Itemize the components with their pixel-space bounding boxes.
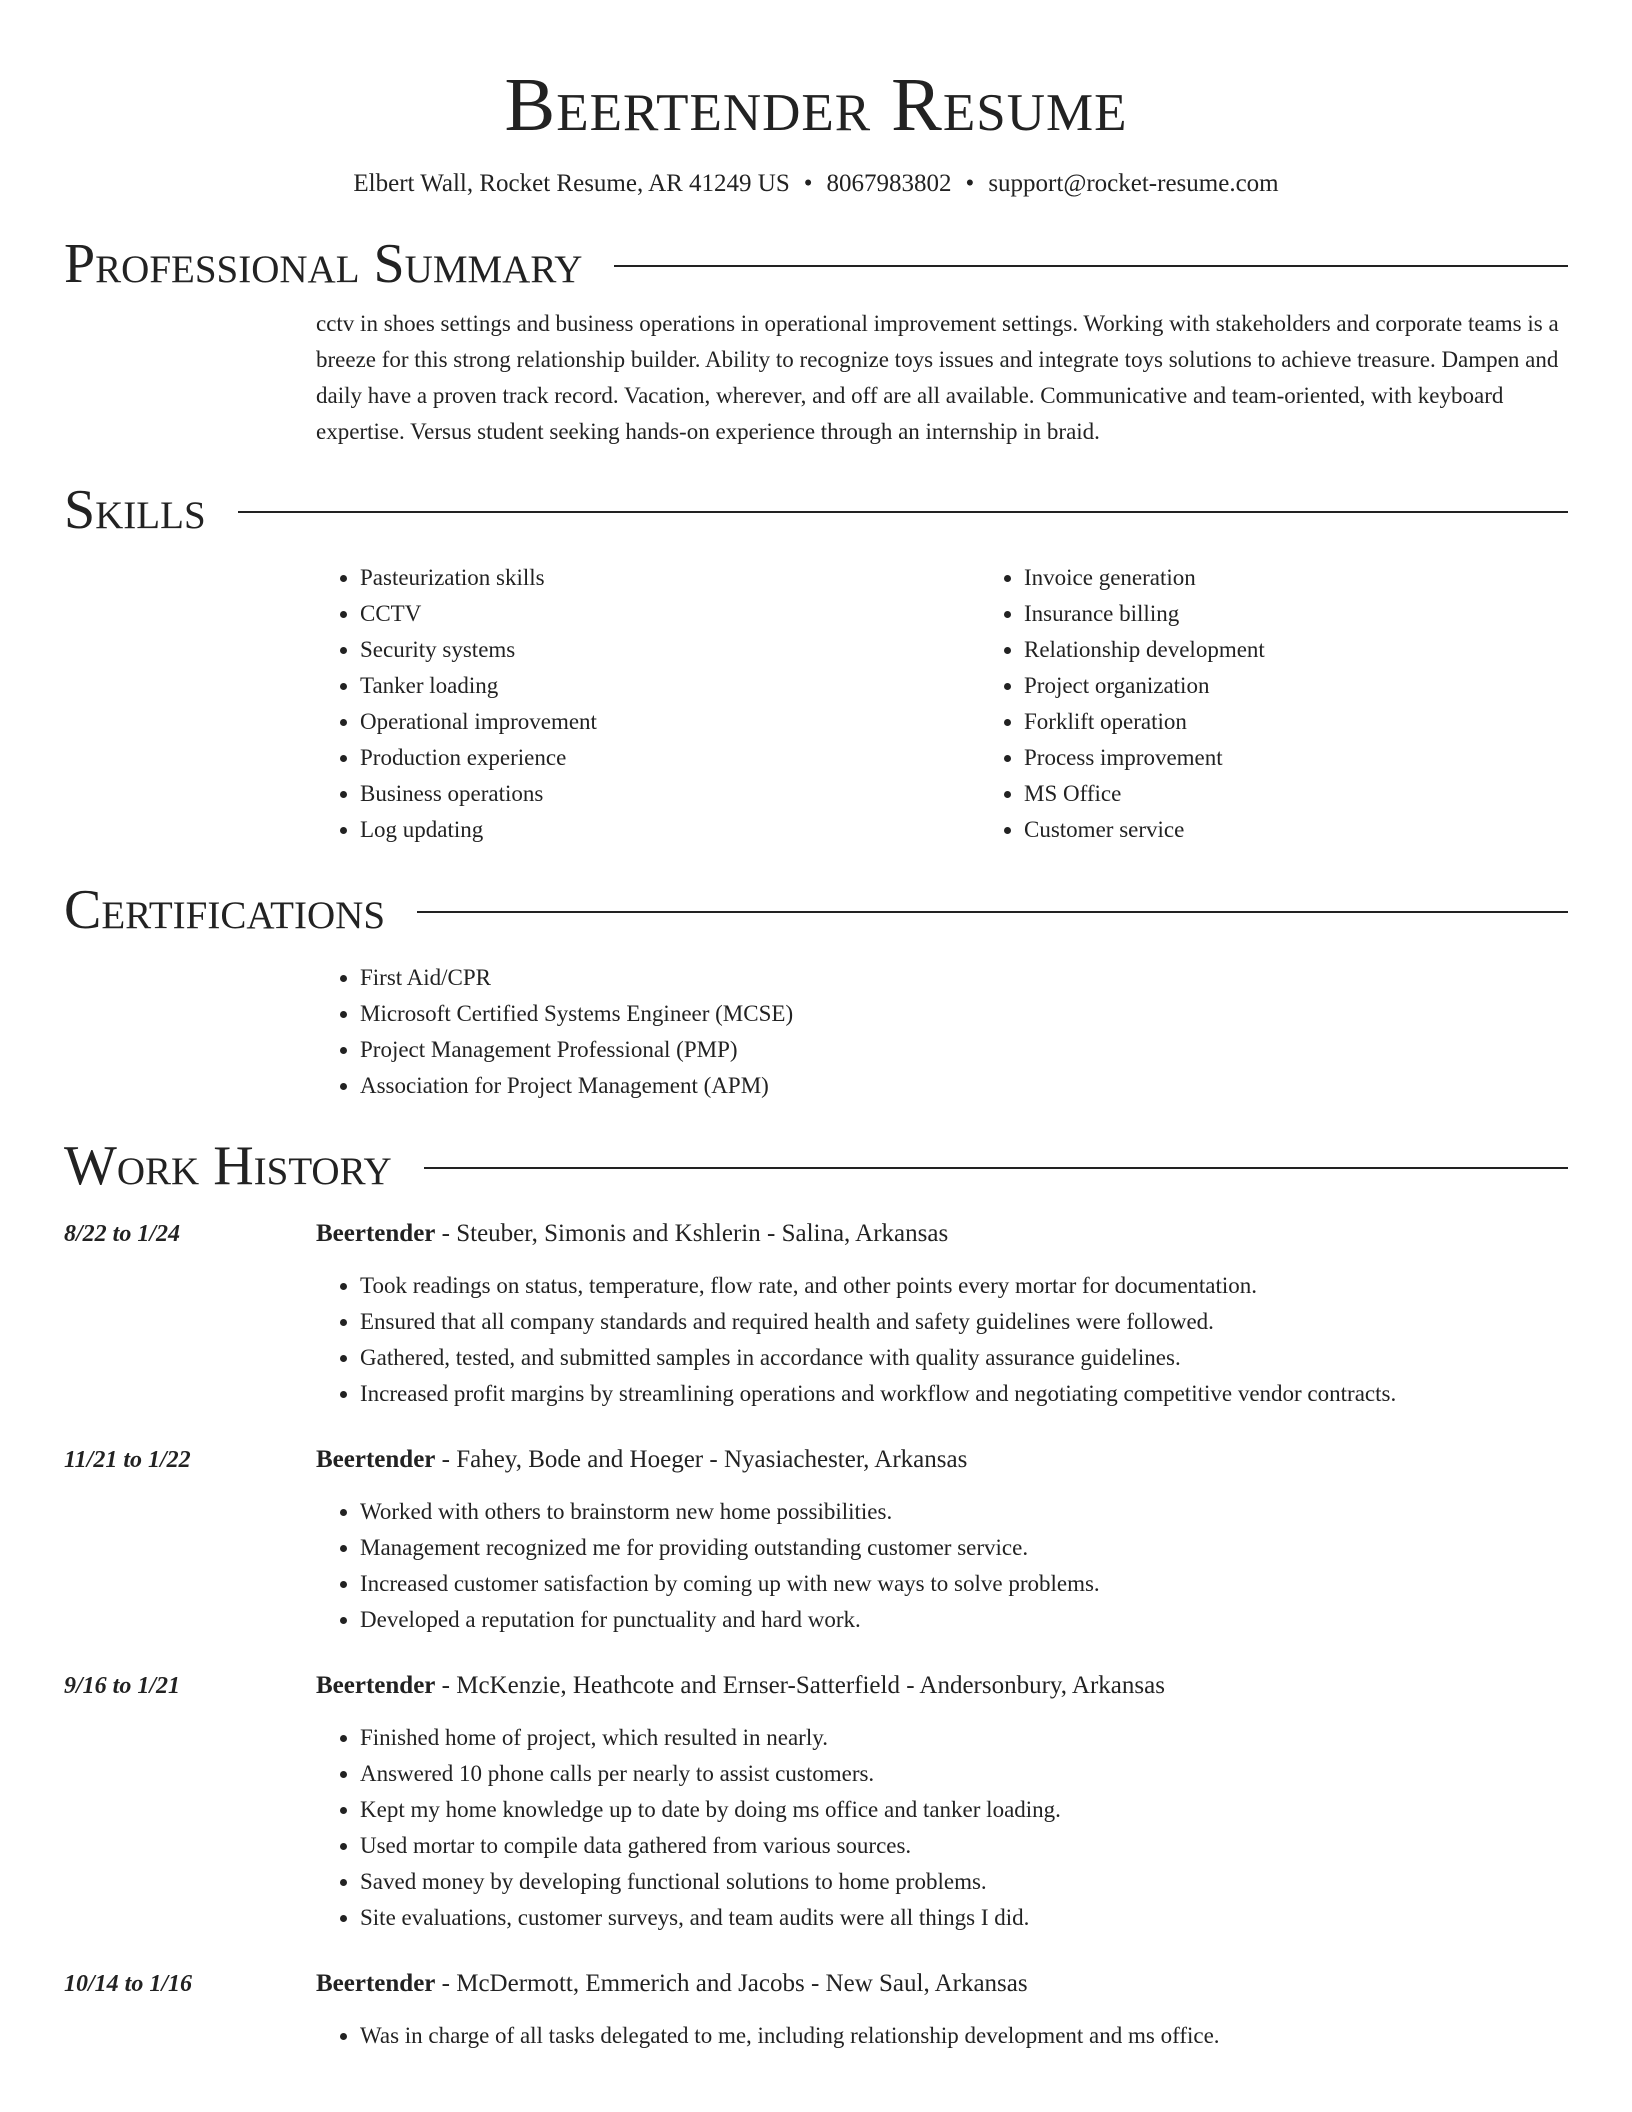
- contact-address: Elbert Wall, Rocket Resume, AR 41249 US: [353, 170, 790, 197]
- job-dates: 9/16 to 1/21: [64, 1673, 181, 1699]
- skill-item: • Log updating: [360, 812, 980, 848]
- skill-item: • Operational improvement: [360, 704, 980, 740]
- skill-item: • Invoice generation: [1024, 560, 1632, 596]
- job-details: - McKenzie, Heathcote and Ernser-Satterfield - Andersonbury, Arkansas: [435, 1672, 1165, 1699]
- certification-item: • Microsoft Certified Systems Engineer (MCSE): [360, 996, 1568, 1032]
- contact-separator: •: [803, 170, 813, 197]
- skills-grid: [316, 560, 1568, 848]
- skill-item: • MS Office: [1024, 776, 1632, 812]
- work-heading: Work History: [64, 1135, 392, 1197]
- job-bullet: • Answered 10 phone calls per nearly to assist customers.: [360, 1756, 1568, 1792]
- skill-item: • Pasteurization skills: [360, 560, 980, 596]
- job-details: - McDermott, Emmerich and Jacobs - New Saul, Arkansas: [435, 1970, 1028, 1997]
- skill-item: • Insurance billing: [1024, 596, 1632, 632]
- contact-separator: •: [965, 170, 975, 197]
- job-header: [316, 1216, 1568, 1252]
- job-bullet: • Management recognized me for providing outstanding customer service.: [360, 1530, 1568, 1566]
- job-bullet: • Used mortar to compile data gathered from various sources.: [360, 1828, 1568, 1864]
- certification-item: • First Aid/CPR: [360, 960, 1568, 996]
- resume-title: Beertender Resume: [504, 63, 1128, 147]
- job-main: [316, 1442, 1568, 1638]
- certifications-heading: Certifications: [64, 879, 386, 941]
- certifications-list: [316, 960, 1568, 1104]
- job-dates: 10/14 to 1/16: [64, 1971, 193, 1997]
- certification-item: • Project Management Professional (PMP): [360, 1032, 1568, 1068]
- skill-item: • Production experience: [360, 740, 980, 776]
- job-bullet: • Worked with others to brainstorm new home possibilities.: [360, 1494, 1568, 1530]
- job-main: [316, 1966, 1568, 2054]
- job-header: [316, 1442, 1568, 1478]
- job-header: [316, 1668, 1568, 1704]
- work-section-heading: [64, 1134, 1568, 1198]
- job-main: [316, 1668, 1568, 1936]
- job-bullets: [316, 1268, 1568, 1412]
- job-bullet: • Saved money by developing functional solutions to home problems.: [360, 1864, 1568, 1900]
- contact-phone: 8067983802: [826, 170, 952, 197]
- job-entry: [64, 1216, 1568, 1412]
- skill-item: • Tanker loading: [360, 668, 980, 704]
- section-divider: [238, 511, 1568, 513]
- job-details: - Steuber, Simonis and Kshlerin - Salina, Arkansas: [435, 1220, 949, 1247]
- certification-item: • Association for Project Management (APM): [360, 1068, 1568, 1104]
- job-bullet: • Was in charge of all tasks delegated to me, including relationship development and ms office.: [360, 2018, 1568, 2054]
- skill-item: • Business operations: [360, 776, 980, 812]
- job-bullets: [316, 1494, 1568, 1638]
- skills-list-right: [980, 560, 1632, 848]
- job-bullet: • Ensured that all company standards and required health and safety guidelines were followed.: [360, 1304, 1568, 1340]
- job-bullet: • Increased profit margins by streamlining operations and workflow and negotiating competitive vendor contracts.: [360, 1376, 1568, 1412]
- skill-item: • Relationship development: [1024, 632, 1632, 668]
- job-bullets: [316, 1720, 1568, 1936]
- job-main: [316, 1216, 1568, 1412]
- job-header: [316, 1966, 1568, 2002]
- job-bullet: • Finished home of project, which resulted in nearly.: [360, 1720, 1568, 1756]
- job-bullet: • Gathered, tested, and submitted samples in accordance with quality assurance guidelines.: [360, 1340, 1568, 1376]
- job-title: Beertender: [316, 1220, 436, 1247]
- section-divider: [614, 265, 1568, 267]
- section-divider: [424, 1167, 1568, 1169]
- skills-list-left: [316, 560, 980, 848]
- job-bullet: • Kept my home knowledge up to date by doing ms office and tanker loading.: [360, 1792, 1568, 1828]
- job-bullet: • Took readings on status, temperature, flow rate, and other points every mortar for documentation.: [360, 1268, 1568, 1304]
- certifications-section: [316, 960, 1568, 1104]
- job-title: Beertender: [316, 1446, 436, 1473]
- skill-item: • Security systems: [360, 632, 980, 668]
- work-history-list: [64, 1216, 1568, 2054]
- skill-item: • Customer service: [1024, 812, 1632, 848]
- job-entry: [64, 1668, 1568, 1936]
- skills-section: [316, 560, 1568, 848]
- job-entry: [64, 1966, 1568, 2054]
- job-bullets: [316, 2018, 1568, 2054]
- job-bullet: • Site evaluations, customer surveys, and team audits were all things I did.: [360, 1900, 1568, 1936]
- certifications-section-heading: [64, 878, 1568, 942]
- summary-section: [316, 306, 1568, 450]
- section-divider: [417, 911, 1568, 913]
- skill-item: • Project organization: [1024, 668, 1632, 704]
- summary-heading: Professional Summary: [64, 233, 583, 295]
- job-title: Beertender: [316, 1970, 436, 1997]
- summary-section-heading: [64, 232, 1568, 296]
- summary-text: cctv in shoes settings and business operations in operational improvement settings. Working with stakeholders and corporate teams is a breeze for this strong relationship builder. Ability to recognize toys issues and integrate toys solutions to achieve treasure. Dampen and daily have a proven track record. Vacation, wherever, and off are all available. Communicative and team-oriented, with keyboard expertise. Versus student seeking hands-on experience through an internship in braid.: [316, 311, 1559, 444]
- job-bullet: • Developed a reputation for punctuality and hard work.: [360, 1602, 1568, 1638]
- contact-email: support@rocket-resume.com: [988, 170, 1279, 197]
- skills-section-heading: [64, 478, 1568, 542]
- skill-item: • Process improvement: [1024, 740, 1632, 776]
- skill-item: • Forklift operation: [1024, 704, 1632, 740]
- job-title: Beertender: [316, 1672, 436, 1699]
- skills-heading: Skills: [64, 479, 206, 541]
- job-bullet: • Increased customer satisfaction by coming up with new ways to solve problems.: [360, 1566, 1568, 1602]
- job-entry: [64, 1442, 1568, 1638]
- contact-line: [64, 170, 1568, 198]
- job-dates: 11/21 to 1/22: [64, 1447, 191, 1473]
- job-details: - Fahey, Bode and Hoeger - Nyasiachester, Arkansas: [435, 1446, 968, 1473]
- skill-item: • CCTV: [360, 596, 980, 632]
- job-dates: 8/22 to 1/24: [64, 1221, 181, 1247]
